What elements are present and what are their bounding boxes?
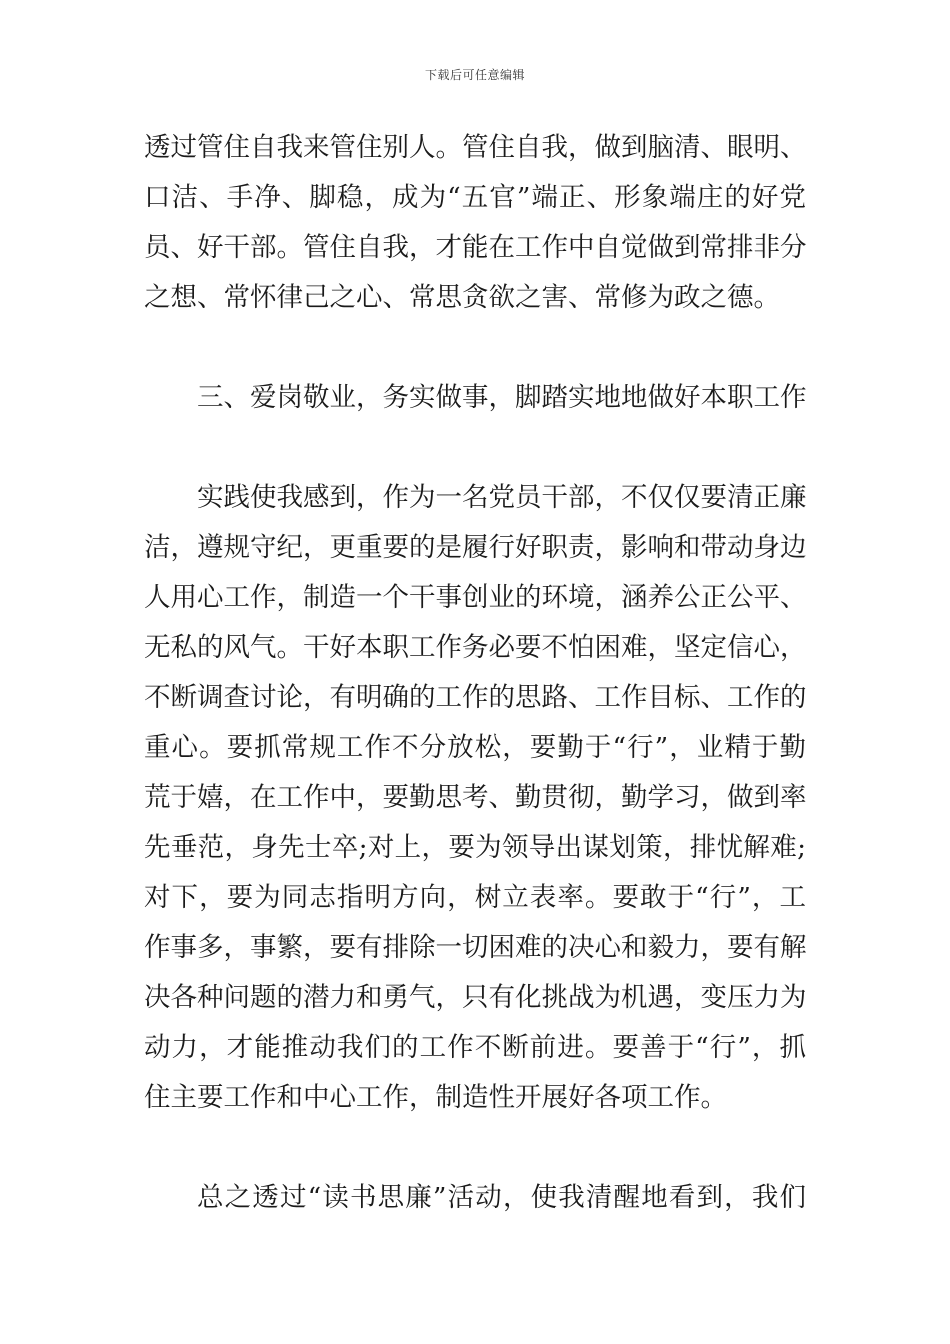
- para2-line: 动力，才能推动我们的工作不断前进。要善于“行”，抓: [144, 1032, 806, 1063]
- para1-line: 员、好干部。管住自我，才能在工作中自觉做到常排非分: [144, 232, 807, 263]
- para2-line: 对下，要为同志指明方向，树立表率。要敢于“行”，工: [144, 882, 806, 913]
- para1-line: 口洁、手净、脚稳，成为“五官”端正、形象端庄的好党: [144, 182, 806, 213]
- para2-line: 住主要工作和中心工作，制造性开展好各项工作。: [144, 1082, 727, 1113]
- para2-line: 实践使我感到，作为一名党员干部，不仅仅要清正廉: [197, 482, 807, 513]
- para2-line: 作事多，事繁，要有排除一切困难的决心和毅力，要有解: [144, 932, 807, 963]
- para1-line: 之想、常怀律己之心、常思贪欲之害、常修为政之德。: [144, 282, 780, 313]
- para2-line: 不断调查讨论，有明确的工作的思路、工作目标、工作的: [144, 682, 807, 713]
- para2-line: 人用心工作，制造一个干事创业的环境，涵养公正公平、: [144, 582, 807, 613]
- para2-line: 洁，遵规守纪，更重要的是履行好职责，影响和带动身边: [144, 532, 807, 563]
- para2-line: 荒于嬉，在工作中，要勤思考、勤贯彻，勤学习，做到率: [144, 782, 807, 813]
- header-note: 下载后可任意编辑: [424, 68, 525, 82]
- para2-line: 重心。要抓常规工作不分放松，要勤于“行”，业精于勤: [144, 732, 806, 763]
- para2-line: 先垂范，身先士卒;对上，要为领导出谋划策，排忧解难;: [144, 832, 806, 863]
- para3-line: 总之透过“读书思廉”活动，使我清醒地看到，我们: [197, 1182, 806, 1213]
- para2-line: 无私的风气。干好本职工作务必要不怕困难，坚定信心，: [144, 632, 807, 663]
- para2-line: 决各种问题的潜力和勇气，只有化挑战为机遇，变压力为: [144, 982, 807, 1013]
- para1-line: 透过管住自我来管住别人。管住自我，做到脑清、眼明、: [144, 132, 807, 163]
- section-heading: 三、爱岗敬业，务实做事，脚踏实地地做好本职工作: [197, 382, 807, 413]
